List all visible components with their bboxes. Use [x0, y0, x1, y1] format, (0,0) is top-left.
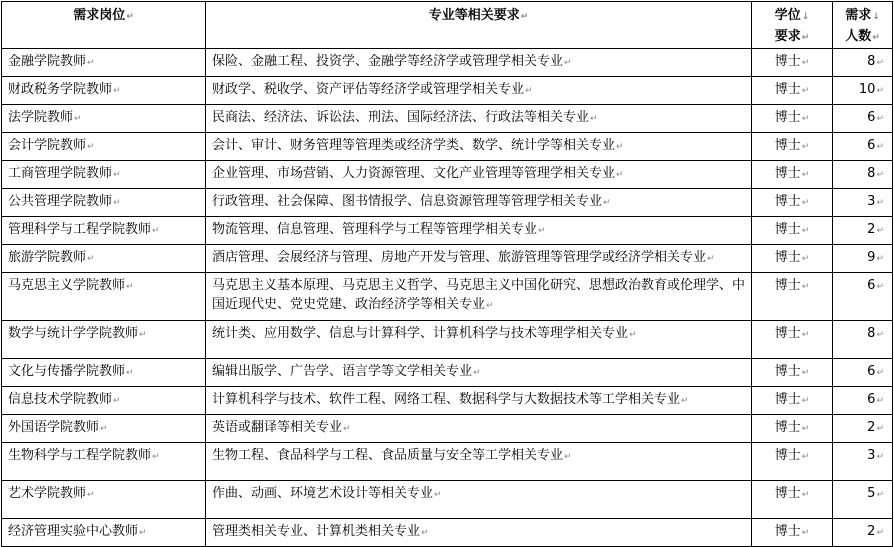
cell-count: 3↵	[833, 189, 893, 217]
cell-count: 6↵	[833, 387, 893, 415]
cell-requirement: 编辑出版学、广告学、语言学等文学相关专业↵	[206, 359, 752, 387]
cell-requirement: 企业管理、市场营销、人力资源管理、文化产业管理等管理学相关专业↵	[206, 161, 752, 189]
table-row	[2, 519, 893, 547]
cell-requirement: 会计、审计、财务管理等管理类或经济学类、数学、统计学等相关专业↵	[206, 133, 752, 161]
cell-count: 2↵	[833, 415, 893, 443]
cell-degree: 博士↵	[752, 273, 833, 321]
table-row	[2, 245, 893, 273]
table-row	[2, 387, 893, 415]
cell-count: 6↵	[833, 133, 893, 161]
header-count: 需求↓ 人数↵	[833, 2, 893, 49]
cell-count: 8↵	[833, 49, 893, 77]
table-row	[2, 273, 893, 321]
cell-position: 生物科学与工程学院教师↵	[2, 443, 206, 481]
table-row	[2, 415, 893, 443]
cell-requirement: 生物工程、食品科学与工程、食品质量与安全等工学相关专业↵	[206, 443, 752, 481]
cell-position: 金融学院教师↵	[2, 49, 206, 77]
table-row	[2, 105, 893, 133]
cell-degree: 博士↵	[752, 161, 833, 189]
header-requirement: 专业等相关要求↵	[206, 2, 752, 49]
cell-requirement: 财政学、税收学、资产评估等经济学或管理学相关专业↵	[206, 77, 752, 105]
cell-count: 8↵	[833, 321, 893, 359]
cell-count: 2↵	[833, 217, 893, 245]
cell-requirement: 民商法、经济法、诉讼法、刑法、国际经济法、行政法等相关专业↵	[206, 105, 752, 133]
cell-position: 法学院教师↵	[2, 105, 206, 133]
cell-requirement: 保险、金融工程、投资学、金融学等经济学或管理学相关专业↵	[206, 49, 752, 77]
cell-degree: 博士↵	[752, 105, 833, 133]
cell-position: 数学与统计学学院教师↵	[2, 321, 206, 359]
cell-count: 6↵	[833, 359, 893, 387]
header-position: 需求岗位↵	[2, 2, 206, 49]
cell-degree: 博士↵	[752, 481, 833, 519]
cell-degree: 博士↵	[752, 415, 833, 443]
cell-degree: 博士↵	[752, 189, 833, 217]
table-row	[2, 49, 893, 77]
cell-degree: 博士↵	[752, 443, 833, 481]
cell-count: 3↵	[833, 443, 893, 481]
table-row	[2, 77, 893, 105]
cell-requirement: 计算机科学与技术、软件工程、网络工程、数据科学与大数据技术等工学相关专业↵	[206, 387, 752, 415]
cell-degree: 博士↵	[752, 77, 833, 105]
cell-requirement: 管理类相关专业、计算机类相关专业↵	[206, 519, 752, 547]
cell-position: 信息技术学院教师↵	[2, 387, 206, 415]
cell-position: 外国语学院教师↵	[2, 415, 206, 443]
cell-degree: 博士↵	[752, 49, 833, 77]
cell-count: 5↵	[833, 481, 893, 519]
table-row	[2, 359, 893, 387]
table-row	[2, 321, 893, 359]
table-row	[2, 189, 893, 217]
table-header-row	[2, 2, 893, 49]
cell-position: 艺术学院教师↵	[2, 481, 206, 519]
cell-degree: 博士↵	[752, 133, 833, 161]
cell-count: 8↵	[833, 161, 893, 189]
cell-position: 文化与传播学院教师↵	[2, 359, 206, 387]
cell-requirement: 统计类、应用数学、信息与计算科学、计算机科学与技术等理学相关专业↵	[206, 321, 752, 359]
cell-requirement: 酒店管理、会展经济与管理、房地产开发与管理、旅游管理等管理学或经济学相关专业↵	[206, 245, 752, 273]
cell-degree: 博士↵	[752, 519, 833, 547]
cell-position: 管理科学与工程学院教师↵	[2, 217, 206, 245]
cell-degree: 博士↵	[752, 217, 833, 245]
table-row	[2, 133, 893, 161]
table-row	[2, 217, 893, 245]
cell-count: 6↵	[833, 273, 893, 321]
cell-requirement: 马克思主义基本原理、马克思主义哲学、马克思主义中国化研究、思想政治教育或伦理学、中国近现代史、党史党建、政治经济学等相关专业↵	[206, 273, 752, 321]
cell-degree: 博士↵	[752, 359, 833, 387]
cell-requirement: 英语或翻译等相关专业↵	[206, 415, 752, 443]
cell-position: 财政税务学院教师↵	[2, 77, 206, 105]
cell-position: 工商管理学院教师↵	[2, 161, 206, 189]
cell-requirement: 物流管理、信息管理、管理科学与工程等管理学相关专业↵	[206, 217, 752, 245]
cell-count: 10↵	[833, 77, 893, 105]
table-row	[2, 481, 893, 519]
table-row	[2, 161, 893, 189]
cell-degree: 博士↵	[752, 387, 833, 415]
cell-position: 旅游学院教师↵	[2, 245, 206, 273]
cell-position: 马克思主义学院教师↵	[2, 273, 206, 321]
cell-position: 公共管理学院教师↵	[2, 189, 206, 217]
cell-requirement: 行政管理、社会保障、图书情报学、信息资源管理等管理学相关专业↵	[206, 189, 752, 217]
cell-degree: 博士↵	[752, 321, 833, 359]
recruitment-table	[1, 1, 893, 547]
table-row	[2, 443, 893, 481]
cell-count: 2↵	[833, 519, 893, 547]
cell-count: 9↵	[833, 245, 893, 273]
cell-degree: 博士↵	[752, 245, 833, 273]
cell-count: 6↵	[833, 105, 893, 133]
header-degree: 学位↓ 要求↵	[752, 2, 833, 49]
cell-position: 经济管理实验中心教师↵	[2, 519, 206, 547]
cell-position: 会计学院教师↵	[2, 133, 206, 161]
cell-requirement: 作曲、动画、环境艺术设计等相关专业↵	[206, 481, 752, 519]
